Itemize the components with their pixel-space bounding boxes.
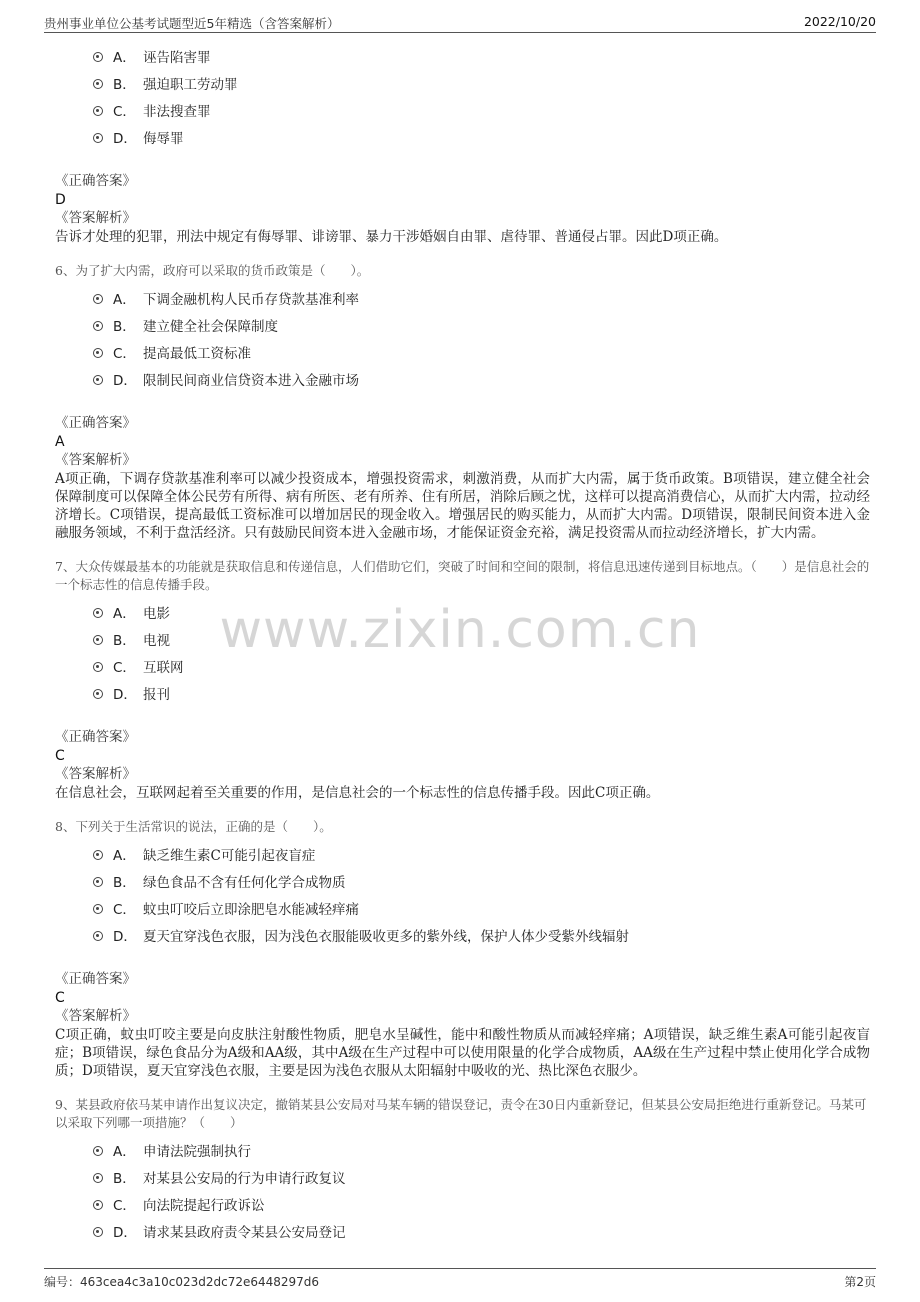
option-text: 绿色食品不含有任何化学合成物质 [143,875,346,891]
answer-value: C [55,990,65,1006]
option-letter: B． [113,319,136,335]
radio-icon[interactable] [93,1227,103,1237]
answer-value: D [55,192,66,208]
option-letter: C． [113,902,136,918]
option-letter: A． [113,848,136,864]
radio-icon[interactable] [93,850,103,860]
option-text: 侮辱罪 [143,131,184,147]
option-letter: D． [113,1225,137,1241]
option-letter: A． [113,606,136,622]
radio-icon[interactable] [93,1146,103,1156]
option-text: 夏天宜穿浅色衣服，因为浅色衣服能吸收更多的紫外线，保护人体少受紫外线辐射 [143,929,629,945]
option-text: 非法搜查罪 [143,104,211,120]
document-date: 2022/10/20 [803,14,876,29]
option-a[interactable] [55,840,870,867]
question-6: 6、为了扩大内需，政府可以采取的货币政策是（ ）。 [55,263,370,278]
option-d[interactable] [55,1217,870,1244]
option-text: 请求某县政府责令某县公安局登记 [143,1225,346,1241]
option-letter: A． [113,1144,136,1160]
options-list [55,42,870,150]
option-letter: B． [113,633,136,649]
analysis-label: 《答案解析》 [55,766,136,782]
option-c[interactable] [55,894,870,921]
radio-icon[interactable] [93,877,103,887]
radio-icon[interactable] [93,79,103,89]
page-footer [44,1268,876,1291]
analysis-label: 《答案解析》 [55,210,136,226]
radio-icon[interactable] [93,348,103,358]
radio-icon[interactable] [93,662,103,672]
option-letter: D． [113,687,137,703]
option-c[interactable] [55,652,870,679]
option-d[interactable] [55,123,870,150]
option-letter: D． [113,929,137,945]
option-c[interactable] [55,1190,870,1217]
option-text: 申请法院强制执行 [143,1144,251,1160]
option-text: 电影 [143,606,170,622]
option-text: 强迫职工劳动罪 [143,77,238,93]
analysis-text: 告诉才处理的犯罪，刑法中规定有侮辱罪、诽谤罪、暴力干涉婚姻自由罪、虐待罪、普通侵占罪。因此D项正确。 [55,229,728,245]
option-text: 诬告陷害罪 [143,50,211,66]
option-d[interactable] [55,679,870,706]
content [55,38,870,1244]
question-7: 7、大众传媒最基本的功能就是获取信息和传递信息，人们借助它们，突破了时间和空间的限制，将信息迅速传递到目标地点。（ ）是信息社会的一个标志性的信息传播手段。 [55,559,870,592]
radio-icon[interactable] [93,133,103,143]
page-header [44,12,876,33]
radio-icon[interactable] [93,1200,103,1210]
option-letter: A． [113,292,136,308]
radio-icon[interactable] [93,375,103,385]
option-text: 提高最低工资标准 [143,346,251,362]
radio-icon[interactable] [93,689,103,699]
answer-label: 《正确答案》 [55,729,136,745]
radio-icon[interactable] [93,321,103,331]
option-text: 对某县公安局的行为申请行政复议 [143,1171,346,1187]
analysis-label: 《答案解析》 [55,452,136,468]
page-number: 第2页 [844,1275,876,1289]
options-list [55,284,870,392]
option-a[interactable] [55,1136,870,1163]
option-letter: D． [113,373,137,389]
document-title: 贵州事业单位公基考试题型近5年精选（含答案解析） [44,16,340,31]
analysis-text: C项正确，蚊虫叮咬主要是向皮肤注射酸性物质，肥皂水呈碱性，能中和酸性物质从而减轻痒痛；A项错误，缺乏维生素A可能引起夜盲症；B项错误，绿色食品分为A级和AA级，其中A级在生产过程中可以使用限量的化学合成物质，AA级在生产过程中禁止使用化学合成物质；D项错误，夏天宜穿浅色衣服，主要是因为浅色衣服从太阳辐射中吸收的光、热比深色衣服少。 [55,1027,870,1079]
option-letter: C． [113,346,136,362]
radio-icon[interactable] [93,52,103,62]
option-text: 下调金融机构人民币存贷款基准利率 [143,292,359,308]
option-c[interactable] [55,338,870,365]
option-d[interactable] [55,921,870,948]
option-a[interactable] [55,284,870,311]
option-b[interactable] [55,625,870,652]
radio-icon[interactable] [93,106,103,116]
options-list [55,840,870,948]
radio-icon[interactable] [93,294,103,304]
option-a[interactable] [55,42,870,69]
option-text: 电视 [143,633,170,649]
answer-value: A [55,434,65,450]
analysis-label: 《答案解析》 [55,1008,136,1024]
radio-icon[interactable] [93,904,103,914]
option-text: 报刊 [143,687,170,703]
analysis-text: A项正确，下调存贷款基准利率可以减少投资成本，增强投资需求，刺激消费，从而扩大内需，属于货币政策。B项错误，建立健全社会保障制度可以保障全体公民劳有所得、病有所医、老有所养、住有所居，消除后顾之忧，这样可以提高消费信心，从而扩大内需，拉动经济增长。C项错误，提高最低工资标准可以增加居民的现金收入。增强居民的购买能力，从而扩大内需。D项错误，限制民间资本进入金融服务领域，不利于盘活经济。只有鼓励民间资本进入金融市场，才能保证资金充裕，满足投资需从而拉动经济增长，扩大内需。 [55,471,870,541]
option-b[interactable] [55,1163,870,1190]
option-text: 限制民间商业信贷资本进入金融市场 [143,373,359,389]
answer-label: 《正确答案》 [55,173,136,189]
option-letter: D． [113,131,137,147]
option-a[interactable] [55,598,870,625]
radio-icon[interactable] [93,635,103,645]
option-b[interactable] [55,311,870,338]
option-text: 建立健全社会保障制度 [143,319,278,335]
document-code: 编号：463cea4c3a10c023d2dc72e6448297d6 [44,1275,320,1289]
option-letter: C． [113,104,136,120]
option-d[interactable] [55,365,870,392]
option-text: 缺乏维生素C可能引起夜盲症 [143,848,316,864]
option-letter: C． [113,660,136,676]
watermark: www.zixin.com.cn [219,600,701,660]
option-letter: B． [113,77,136,93]
option-c[interactable] [55,96,870,123]
answer-value: C [55,748,65,764]
option-b[interactable] [55,867,870,894]
options-list [55,598,870,706]
question-8: 8、下列关于生活常识的说法，正确的是（ ）。 [55,819,332,834]
answer-label: 《正确答案》 [55,415,136,431]
option-letter: A． [113,50,136,66]
radio-icon[interactable] [93,1173,103,1183]
option-letter: B． [113,1171,136,1187]
options-list [55,1136,870,1244]
answer-label: 《正确答案》 [55,971,136,987]
option-letter: C． [113,1198,136,1214]
option-text: 蚊虫叮咬后立即涂肥皂水能减轻痒痛 [143,902,359,918]
question-9: 9、某县政府依马某申请作出复议决定，撤销某县公安局对马某车辆的错误登记，责令在30日内重新登记，但某县公安局拒绝进行重新登记。马某可以采取下列哪一项措施？（ ） [55,1097,867,1130]
analysis-text: 在信息社会，互联网起着至关重要的作用，是信息社会的一个标志性的信息传播手段。因此C项正确。 [55,785,660,801]
option-text: 向法院提起行政诉讼 [143,1198,265,1214]
option-text: 互联网 [143,660,184,676]
option-b[interactable] [55,69,870,96]
radio-icon[interactable] [93,931,103,941]
option-letter: B． [113,875,136,891]
radio-icon[interactable] [93,608,103,618]
